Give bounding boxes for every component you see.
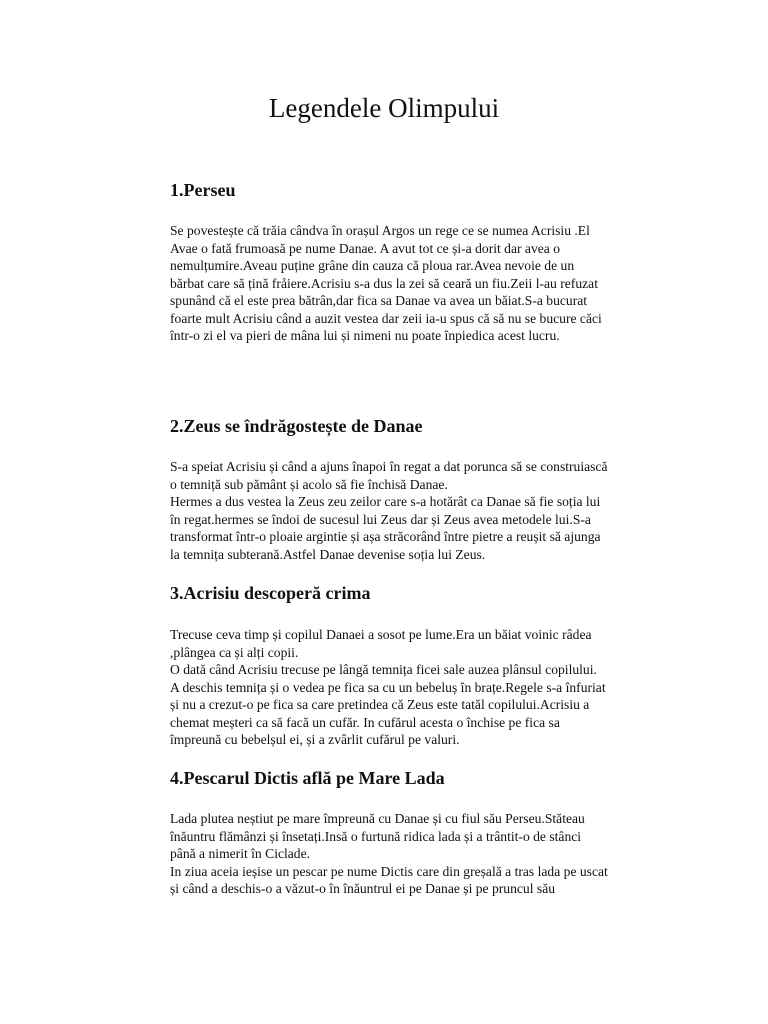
paragraph-line: In ziua aceia ieșise un pescar pe nume Dictis care din greșală a tras lada pe uscat bbox=[170, 863, 608, 879]
paragraph-line: transformat într-o ploaie argintie și așa străcorând între pietre a reușit să ajunga bbox=[170, 529, 601, 544]
paragraph-line: Se povestește că trăia cândva în orașul Argos un rege ce se numea Acrisiu .El bbox=[170, 223, 590, 238]
section-heading-acrisiu: 3.Acrisiu descoperă crima bbox=[170, 583, 371, 603]
paragraph-line: S-a speiat Acrisiu și când a ajuns înapoi în regat a dat porunca să se construiască bbox=[170, 459, 608, 474]
section-heading-perseu: 1.Perseu bbox=[170, 180, 236, 200]
paragraph-line: o temniță sub pământ și acolo să fie închisă Danae. bbox=[170, 476, 448, 492]
section-heading-zeus: 2.Zeus se îndrăgostește de Danae bbox=[170, 416, 423, 436]
paragraph-line: și nu a crezut-o pe fica sa care pretindea că Zeus este tatăl copilului.Acrisiu a bbox=[170, 697, 590, 712]
paragraph-line: Hermes a dus vestea la Zeus zeu zeilor care s-a hotărât ca Danae să fie soția lui bbox=[170, 494, 601, 509]
section-paragraph-zeus bbox=[170, 458, 670, 563]
paragraph-line: ,plângea ca și alți copii. bbox=[170, 644, 299, 660]
paragraph-line: O dată când Acrisiu trecuse pe lângă temnița ficei sale auzea plânsul copilului. bbox=[170, 662, 597, 677]
paragraph-line: chemat meșteri ca să facă un cufăr. In cufărul acesta o închise pe fica sa bbox=[170, 714, 560, 730]
paragraph-line: A deschis temnița și o vedea pe fica sa cu un bebeluș în brațe.Regele s-a înfuriat bbox=[170, 679, 606, 695]
section-paragraph-dictis bbox=[170, 810, 670, 898]
document-title: Legendele Olimpului bbox=[268, 93, 500, 123]
paragraph-line: înăuntru flămânzi și însetați.Insă o furtună ridica lada și a trântit-o de stânci bbox=[170, 828, 582, 844]
paragraph-line: împreună cu bebelșul ei, și a zvârlit cufărul pe valuri. bbox=[170, 732, 460, 747]
paragraph-line: Avae o fată frumoasă pe nume Danae. A avut tot ce și-a dorit dar avea o bbox=[170, 240, 561, 256]
paragraph-line: Lada plutea neștiut pe mare împreună cu Danae și cu fiul său Perseu.Stăteau bbox=[170, 811, 585, 826]
paragraph-line: spunând că el este prea bătrân,dar fica sa Danae va avea un băiat.S-a bucurat bbox=[170, 293, 588, 308]
paragraph-line: până a nimerit în Ciclade. bbox=[170, 846, 311, 861]
paragraph-line: în regat.hermes se îndoi de sucesul lui Zeus dar și Zeus avea metodele lui.S-a bbox=[170, 511, 591, 527]
section-heading-dictis: 4.Pescarul Dictis află pe Mare Lada bbox=[170, 768, 445, 788]
paragraph-line: foarte mult Acrisiu când a auzit vestea dar zeii ia-u spus că să nu se bucure căci bbox=[170, 310, 602, 326]
paragraph-line: la temnița subterană.Astfel Danae devenise soția lui Zeus. bbox=[170, 546, 486, 562]
paragraph-line: bărbat care să țină fråiere.Acrisiu s-a dus la zei să ceară un fiu.Zeii l-au refuzat bbox=[170, 275, 598, 291]
paragraph-line: într-o zi el va pieri de mâna lui și nimeni nu poate înpiedica acest lucru. bbox=[170, 328, 560, 343]
paragraph-line: și când a deschis-o a văzut-o în înăuntrul ei pe Danae și pe pruncul său bbox=[170, 881, 556, 896]
paragraph-line: Trecuse ceva timp și copilul Danaei a sosot pe lume.Era un băiat voinic râdea bbox=[170, 627, 592, 642]
section-paragraph-acrisiu bbox=[170, 626, 670, 749]
paragraph-line: nemulțumire.Aveau puține grâne din cauza că ploua rar.Avea nevoie de un bbox=[170, 258, 575, 273]
section-paragraph-perseu bbox=[170, 222, 670, 345]
